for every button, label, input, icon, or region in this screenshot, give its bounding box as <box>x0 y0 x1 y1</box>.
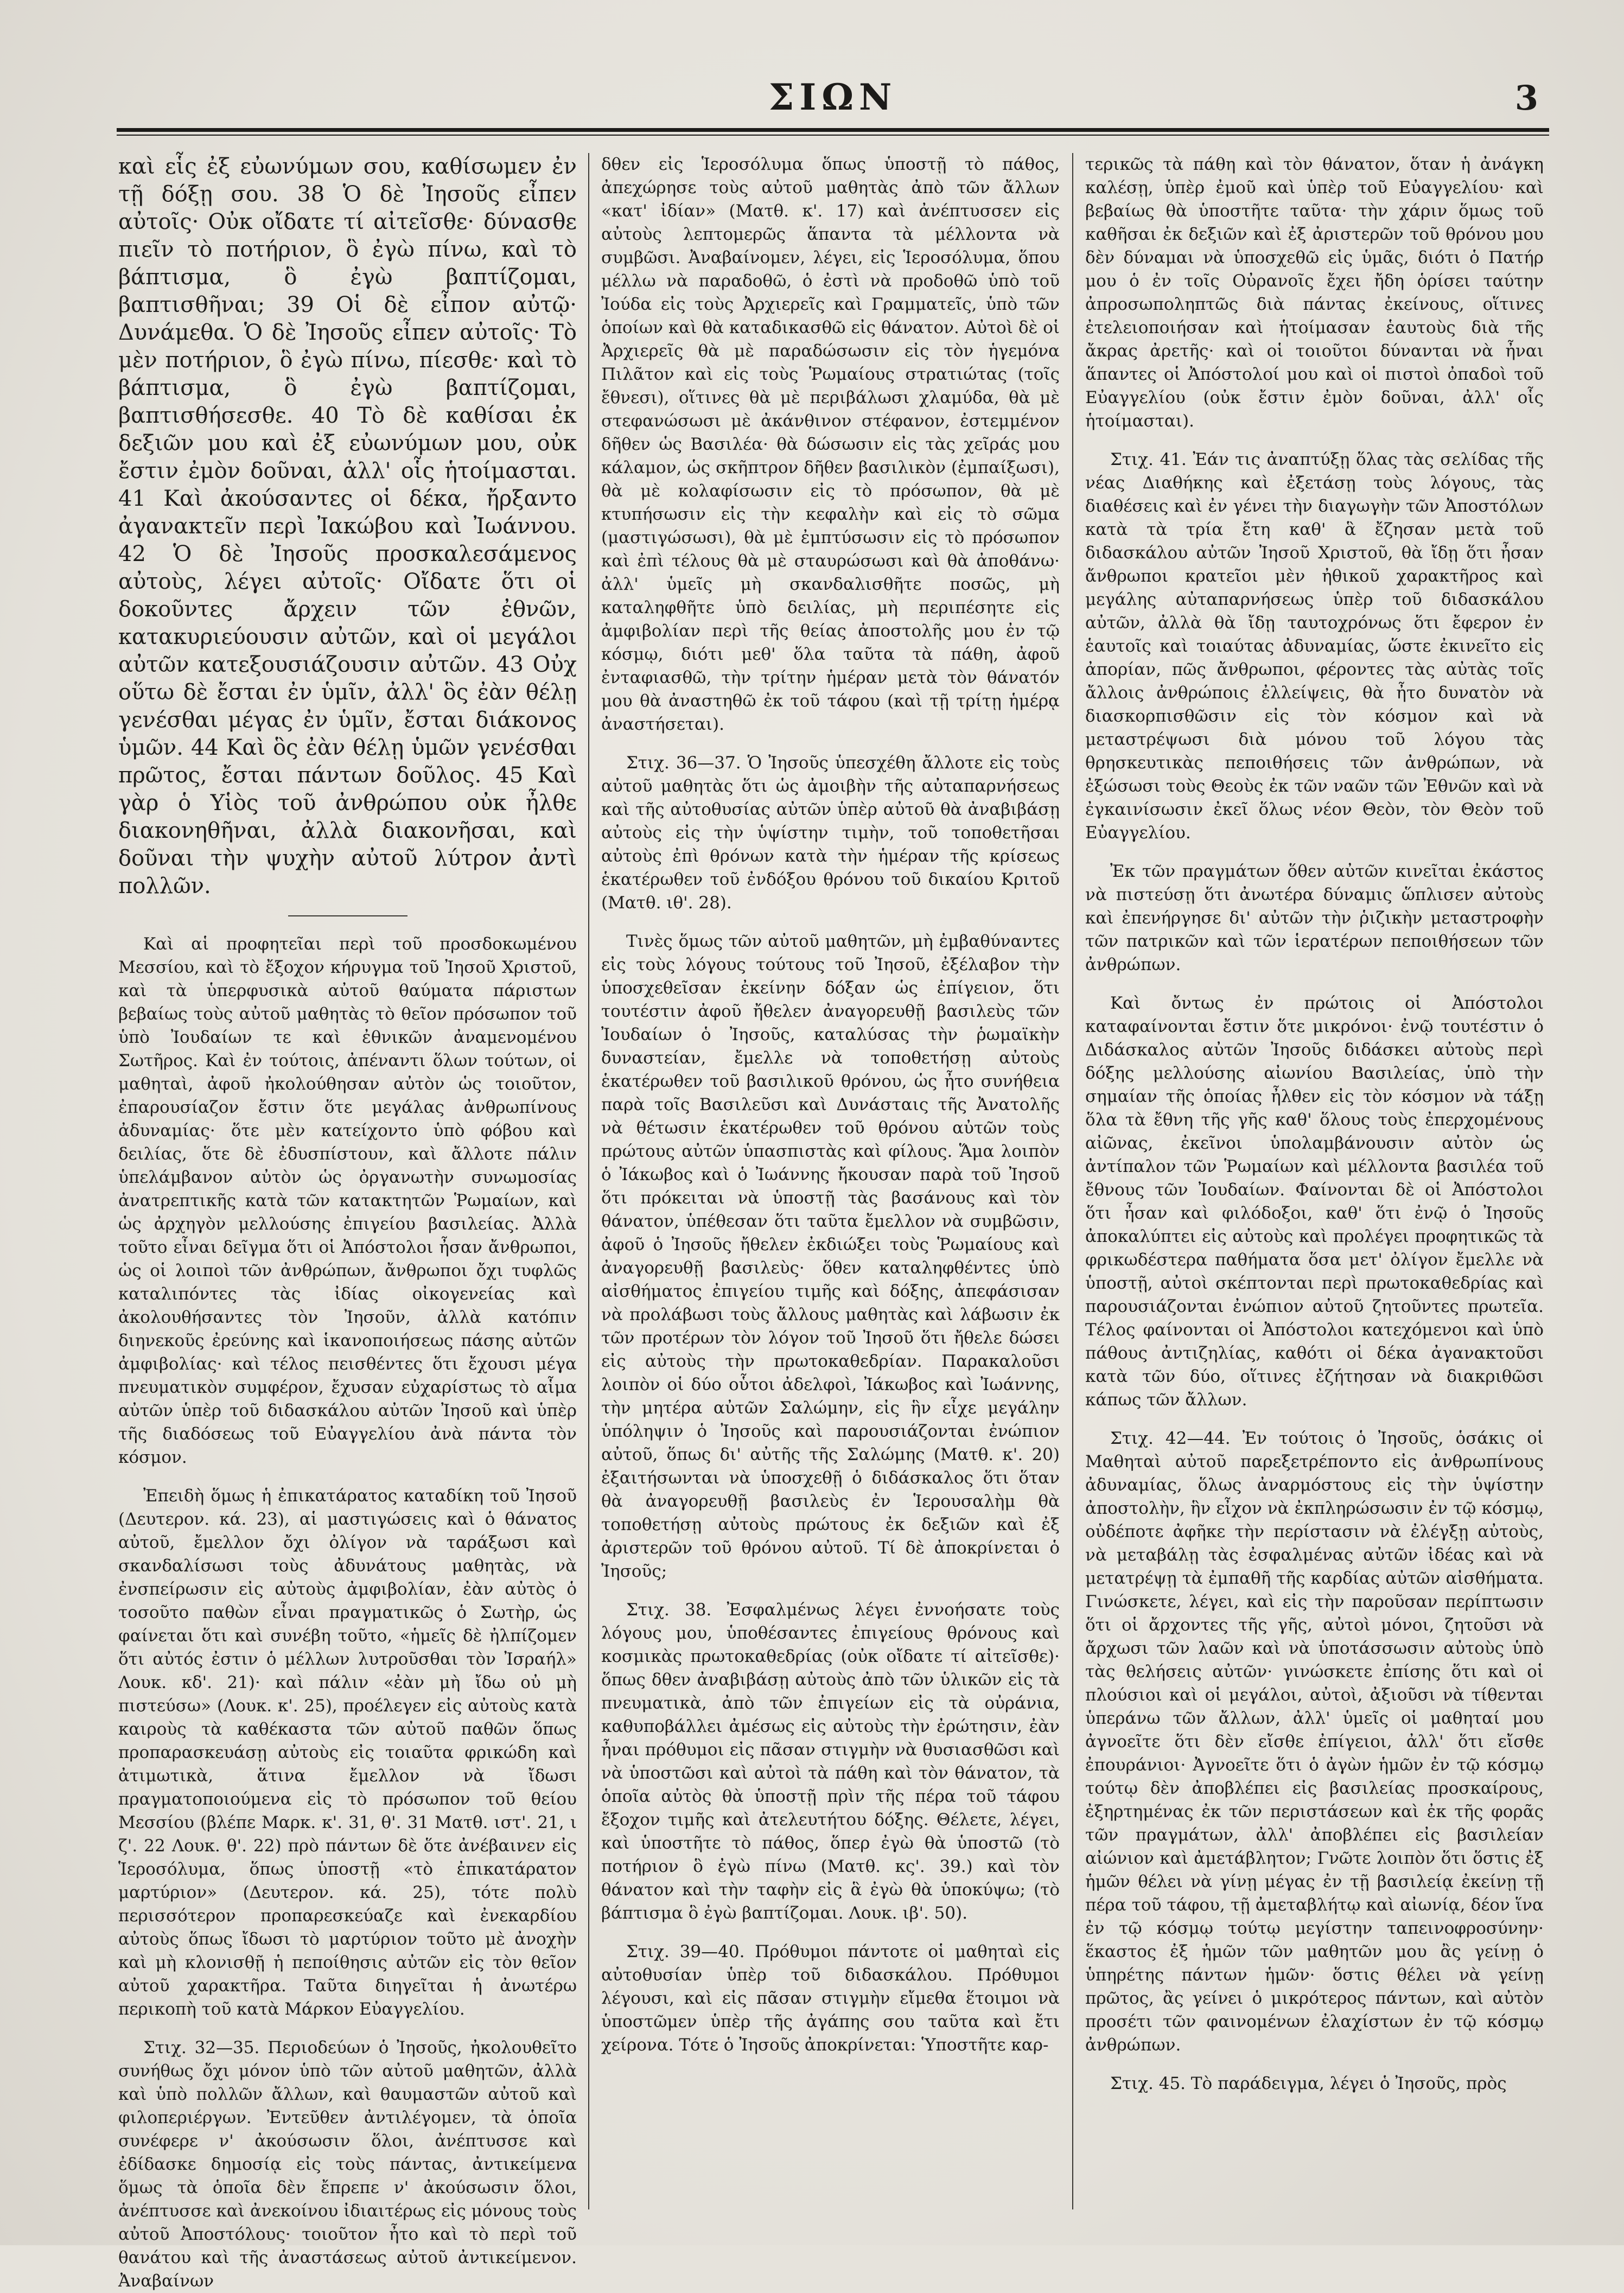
column-separator <box>588 153 589 2209</box>
column-1 <box>118 153 577 2291</box>
column-2 <box>601 153 1060 2215</box>
column-3 <box>1085 153 1544 2215</box>
column-separator <box>1072 153 1073 2209</box>
commentary-paragraph: Καὶ ὄντως ἐν πρώτοις οἱ Ἀπόστολοι καταφαίνονται ἔστιν ὅτε μικρόνοι· ἐνῷ τουτέστιν ὁ Διδάσκαλος αὐτῶν Ἰησοῦς διδάσκει αὐτοὺς περὶ δόξης μελλούσης αἰωνίου Βασιλείας, ὑπὸ τὴν σημαίαν τῆς ὁποίας ἦλθεν εἰς τὸν κόσμον νὰ τάξῃ ὅλα τὰ ἔθνη τῆς γῆς καθ' ὅλους τοὺς ἐπερχομένους αἰῶνας, ἐκεῖνοι ὑπολαμβάνουσιν αὐτὸν ὡς ἀντίπαλον τῶν Ῥωμαίων καὶ μέλλοντα βασιλέα τοῦ ἔθνους τῶν Ἰουδαίων. Φαίνονται δὲ οἱ Ἀπόστολοι ὅτι ἦσαν καὶ φιλόδοξοι, καθ' ὅτι ἐνῷ ὁ Ἰησοῦς ἀποκαλύπτει εἰς αὐτοὺς καὶ προλέγει προφητικῶς τὰ φρικωδέστερα παθήματα ὅσα μετ' ὀλίγον ἔμελλε νὰ ὑποστῇ, αὐτοὶ σκέπτονται περὶ πρωτοκαθεδρίας καὶ παρουσιάζονται ἐνώπιον αὐτοῦ ζητοῦντες πρωτεῖα. Τέλος φαίνονται οἱ Ἀπόστολοι κατεχόμενοι καὶ ὑπὸ πάθους ἀντιζηλίας, καθότι οἱ δέκα ἀγανακτοῦσι κατὰ τῶν δύο, οἵτινες ἐζήτησαν νὰ διακριθῶσι κάπως τῶν ἄλλων. <box>1085 993 1544 1410</box>
commentary-paragraph: τερικῶς τὰ πάθη καὶ τὸν θάνατον, ὅταν ἡ ἀνάγκη καλέσῃ, ὑπὲρ ἐμοῦ καὶ ὑπὲρ τοῦ Εὐαγγελίου· καὶ βεβαίως θὰ ὑποστῆτε ταῦτα· τὴν χάριν ὅμως τοῦ καθῆσαι ἐκ δεξιῶν καὶ ἐξ ἀριστερῶν τοῦ θρόνου μου δὲν δύναμαι νὰ ὑποσχεθῶ εἰς ὑμᾶς, διότι ὁ Πατήρ μου ὁ ἐν τοῖς Οὐρανοῖς ἔχει ἤδη ὁρίσει ταύτην ἀπροσωποληπτῶς διὰ πάντας ἐκείνους, οἵτινες ἐτελειοποιήσαν καὶ ἡτοίμασαν ἑαυτοὺς διὰ τῆς ἄκρας ἀρετῆς· καὶ οἱ τοιοῦτοι δύνανται νὰ ἦναι ἅπαντες οἱ Ἀπόστολοί μου καὶ οἱ πιστοὶ ὀπαδοὶ τοῦ Εὐαγγελίου (οὐκ ἔστιν ἐμὸν δοῦναι, ἀλλ' οἷς ἡτοίμασται). <box>1085 155 1544 431</box>
commentary-paragraph: δθεν εἰς Ἱεροσόλυμα ὅπως ὑποστῇ τὸ πάθος, ἀπεχώρησε τοὺς αὐτοῦ μαθητὰς ἀπὸ τῶν ἄλλων «κατ' ἰδίαν» (Ματθ. κ'. 17) καὶ ἀνέπτυσσεν εἰς αὐτοὺς λεπτομερῶς ἅπαντα τὰ μέλλοντα νὰ συμβῶσι. Ἀναβαίνομεν, λέγει, εἰς Ἱεροσόλυμα, ὅπου μέλλω νὰ παραδοθῶ, ὁ ἐστὶ νὰ προδοθῶ ὑπὸ τοῦ Ἰούδα εἰς τοὺς Ἀρχιερεῖς καὶ Γραμματεῖς, ὑπὸ τῶν ὁποίων καὶ θὰ καταδικασθῶ εἰς θάνατον. Αὐτοὶ δὲ οἱ Ἀρχιερεῖς θὰ μὲ παραδώσωσιν εἰς τὸν ἡγεμόνα Πιλᾶτον καὶ εἰς τοὺς Ῥωμαίους στρατιώτας (τοῖς ἔθνεσι), οἵτινες θὰ μὲ περιβάλωσι χλαμύδα, θὰ μὲ στεφανώσωσι μὲ ἀκάνθινον στέφανον, ἐστεμμένον δῆθεν ὡς Βασιλέα· θὰ δώσωσιν εἰς τὰς χεῖράς μου κάλαμον, ὡς σκῆπτρον δῆθεν βασιλικὸν (ἐμπαίξωσι), θὰ μὲ κολαφίσωσιν εἰς τὸ πρόσωπον, θὰ μὲ κτυπήσωσιν εἰς τὴν κεφαλὴν καὶ εἰς τὸ σῶμα (μαστιγώσωσι), θὰ μὲ ἐμπτύσωσιν εἰς τὸ πρόσωπον καὶ ἐπὶ τέλους θὰ μὲ σταυρώσωσι καὶ θὰ ἀποθάνω· ἀλλ' ὑμεῖς μὴ σκανδαλισθῆτε ποσῶς, μὴ καταληφθῆτε ὑπὸ δειλίας, μὴ περιπέσητε εἰς ἀμφιβολίαν περὶ τῆς θείας ἀποστολῆς μου ἐν τῷ κόσμῳ, διότι μεθ' ὅλα ταῦτα τὰ πάθη, ἀφοῦ ἐνταφιασθῶ, τὴν τρίτην ἡμέραν μετὰ τὸν θάνατόν μου θὰ ἀναστηθῶ ἐκ τοῦ τάφου (καὶ τῇ τρίτῃ ἡμέρᾳ ἀναστήσεται). <box>601 155 1060 734</box>
commentary-paragraph: Τινὲς ὅμως τῶν αὐτοῦ μαθητῶν, μὴ ἐμβαθύναντες εἰς τοὺς λόγους τούτους τοῦ Ἰησοῦ, ἐξέλαβον τὴν ὑποσχεθεῖσαν ἐκείνην δόξαν ὡς ἐπίγειον, ὅτι τουτέστιν ἀφοῦ ἤθελεν ἀναγορευθῇ βασιλεὺς τῶν Ἰουδαίων ὁ Ἰησοῦς, καταλύσας τὴν ῥωμαϊκὴν δυναστείαν, ἔμελλε νὰ τοποθετήσῃ αὐτοὺς ἑκατέρωθεν τοῦ βασιλικοῦ θρόνου, ὡς ἦτο συνήθεια παρὰ τοῖς Βασιλεῦσι καὶ Δυνάσταις τῆς Ἀνατολῆς νὰ θέτωσιν ἑκατέρωθεν τοῦ θρόνου αὐτῶν τοὺς πρώτους αὐτῶν ὑπασπιστὰς καὶ φίλους. Ἅμα λοιπὸν ὁ Ἰάκωβος καὶ ὁ Ἰωάννης ἤκουσαν παρὰ τοῦ Ἰησοῦ ὅτι πρόκειται νὰ ὑποστῇ τὰς βασάνους καὶ τὸν θάνατον, ὑπέθεσαν ὅτι ταῦτα ἔμελλον νὰ συμβῶσιν, ἀφοῦ ὁ Ἰησοῦς ἤθελεν ἐκδιώξει τοὺς Ῥωμαίους καὶ ἀναγορευθῇ βασιλεὺς· ὅθεν καταληφθέντες ὑπὸ αἰσθήματος ἐπιγείου τιμῆς καὶ δόξης, ἀπεφάσισαν νὰ προλάβωσι τοὺς ἄλλους μαθητὰς καὶ λάβωσιν ἐκ τῶν προτέρων τὸν λόγον τοῦ Ἰησοῦ ὅτι ἤθελε δώσει εἰς αὐτοὺς τὴν πρωτοκαθεδρίαν. Παρακαλοῦσι λοιπὸν οἱ δύο οὗτοι ἀδελφοὶ, Ἰάκωβος καὶ Ἰωάννης, τὴν μητέρα αὐτῶν Σαλώμην, εἰς ἣν εἶχε μεγάλην ὑπόληψιν ὁ Ἰησοῦς καὶ παρουσιάζονται ἐνώπιον αὐτοῦ, ὅπως δι' αὐτῆς τῆς Σαλώμης (Ματθ. κ'. 20) ἐξαιτήσωνται νὰ ὑποσχεθῇ ὁ διδάσκαλος ὅτι ὅταν θὰ ἀναγορευθῇ βασιλεὺς ἐν Ἱερουσαλὴμ θὰ τοποθετήσῃ αὐτοὺς πρώτους ἐκ δεξιῶν καὶ ἐξ ἀριστερῶν τοῦ θρόνου αὐτοῦ. Τί δὲ ἀποκρίνεται ὁ Ἰησοῦς; <box>601 932 1060 1581</box>
header-rule-thin <box>117 135 1549 136</box>
header-rule-thick <box>117 128 1549 132</box>
commentary-paragraph: Καὶ αἱ προφητεῖαι περὶ τοῦ προσδοκωμένου Μεσσίου, καὶ τὸ ἔξοχον κήρυγμα τοῦ Ἰησοῦ Χριστοῦ, καὶ τὰ ὑπερφυσικὰ αὐτοῦ θαύματα πάριστων βεβαίως τοὺς αὐτοῦ μαθητὰς τὸ θεῖον πρόσωπον τοῦ ὑπὸ Ἰουδαίων τε καὶ ἐθνικῶν ἀναμενομένου Σωτῆρος. Καὶ ἐν τούτοις, ἀπέναντι ὅλων τούτων, οἱ μαθηταὶ, ἀφοῦ ἠκολούθησαν αὐτὸν ὡς τοιοῦτον, ἐπαρουσίαζον ἔστιν ὅτε μεγάλας ἀνθρωπίνους ἀδυναμίας· ὅτε μὲν κατείχοντο ὑπὸ φόβου καὶ δειλίας, ὅτε δὲ ἐδυσπίστουν, καὶ ἄλλοτε πάλιν ὑπελάμβανον αὐτὸν ὡς ὀργανωτὴν συνωμοσίας ἀνατρεπτικῆς κατὰ τῶν κατακτητῶν Ῥωμαίων, καὶ ὡς ἀρχηγὸν μελλούσης ἐπιγείου βασιλείας. Ἀλλὰ τοῦτο εἶναι δεῖγμα ὅτι οἱ Ἀπόστολοι ἦσαν ἄνθρωποι, ὡς οἱ λοιποὶ τῶν ἀνθρώπων, ἄνθρωποι ὄχι τυφλῶς καταλιπόντες τὰς ἰδίας οἰκογενείας καὶ ἀκολουθήσαντες τὸν Ἰησοῦν, ἀλλὰ κατόπιν διηνεκοῦς ἐρεύνης καὶ ἱκανοποιήσεως πάσης αὐτῶν ἀμφιβολίας· καὶ τέλος πεισθέντες ὅτι ἔχουσι μέγα πνευματικὸν συμφέρον, ἔχυσαν εὐχαρίστως τὸ αἷμα αὐτῶν ὑπὲρ τοῦ διδασκάλου αὐτῶν Ἰησοῦ καὶ ὑπὲρ τῆς διαδόσεως τοῦ Εὐαγγελίου ἀνὰ πάντα τὸν κόσμον. <box>118 934 577 1467</box>
commentary-paragraph: Στιχ. 32—35. Περιοδεύων ὁ Ἰησοῦς, ἠκολουθεῖτο συνήθως ὄχι μόνον ὑπὸ τῶν αὐτοῦ μαθητῶν, ἀλλὰ καὶ ὑπὸ πολλῶν ἄλλων, καὶ θαυμαστῶν αὐτοῦ καὶ φιλοπεριέργων. Ἐντεῦθεν ἀντιλέγομεν, τὰ ὁποῖα συνέφερε ν' ἀκούσωσιν ὅλοι, ἀνέπτυσσε καὶ ἐδίδασκε δημοσίᾳ εἰς τοὺς πάντας, ἀντικείμενα ὅμως τὰ ὁποῖα δὲν ἔπρεπε ν' ἀκούσωσιν ὅλοι, ἀνέπτυσσε καὶ ἀνεκοίνου ἰδιαιτέρως εἰς μόνους τοὺς αὐτοῦ Ἀποστόλους· τοιοῦτον ἦτο καὶ τὸ περὶ τοῦ θανάτου καὶ τῆς ἀναστάσεως αὐτοῦ ἀντικείμενον. Ἀναβαίνων <box>118 2038 577 2291</box>
commentary-paragraph: Στιχ. 39—40. Πρόθυμοι πάντοτε οἱ μαθηταὶ εἰς αὐτοθυσίαν ὑπὲρ τοῦ διδασκάλου. Πρόθυμοι λέγουσι, καὶ εἰς πᾶσαν στιγμὴν εἴμεθα ἕτοιμοι νὰ ὑποστῶμεν ὑπὲρ τῆς ἀγάπης σου ταῦτα καὶ ἔτι χείρονα. Τότε ὁ Ἰησοῦς ἀποκρίνεται: Ὑποστῆτε καρ- <box>601 1942 1060 2055</box>
commentary-paragraph: Στιχ. 42—44. Ἐν τούτοις ὁ Ἰησοῦς, ὁσάκις οἱ Μαθηταὶ αὐτοῦ παρεξετρέποντο εἰς ἀνθρωπίνους ἀδυναμίας, ὅλως ἀναρμόστους εἰς τὴν ὑψίστην ἀποστολὴν, ἣν εἶχον νὰ ἐκπληρώσωσιν ἐν τῷ κόσμῳ, οὐδέποτε ἀφῆκε τὴν περίστασιν νὰ ἐλέγξῃ αὐτοὺς, νὰ μεταβάλῃ τὰς ἐσφαλμένας αὐτῶν ἰδέας καὶ νὰ μετατρέψῃ τὰ ἐμπαθῆ τῆς καρδίας αὐτῶν αἰσθήματα. Γινώσκετε, λέγει, καὶ εἰς τὴν παροῦσαν περίπτωσιν ὅτι οἱ ἄρχοντες τῆς γῆς, αὐτοὶ μόνοι, ζητοῦσι νὰ ἄρχωσι τῶν λαῶν καὶ νὰ ὑποτάσσωσιν αὐτοὺς ὑπὸ τὰς θελήσεις αὐτῶν· γινώσκετε ἐπίσης ὅτι καὶ οἱ πλούσιοι καὶ οἱ μεγάλοι, αὐτοὶ, ἀξιοῦσι νὰ τίθενται ὑπεράνω τῶν ἄλλων, ἀλλ' ὑμεῖς οἱ μαθηταί μου ἀγνοεῖτε ὅτι δὲν εἴσθε ἐπίγειοι, ἀλλ' ὅτι εἴσθε ἐπουράνιοι· Ἀγνοεῖτε ὅτι ὁ ἀγὼν ἡμῶν ἐν τῷ κόσμῳ τούτῳ δὲν ἀποβλέπει εἰς βασιλείας προσκαίρους, ἐξηρτημένας ἐκ τῶν περιστάσεων καὶ ἐκ τῆς φορᾶς τῶν πραγμάτων, ἀλλ' ἀποβλέπει εἰς βασιλείαν αἰώνιον καὶ ἀμετάβλητον; Γνῶτε λοιπὸν ὅτι ὅστις ἐξ ἡμῶν θέλει νὰ γίνῃ μέγας ἐν τῇ βασιλείᾳ ἐκείνῃ τῇ πέρα τοῦ τάφου, τῇ ἀμεταβλήτῳ καὶ αἰωνίᾳ, δέον ἵνα ἐν τῷ κόσμῳ τούτῳ μεγίστην ταπεινοφροσύνην· ἕκαστος ἐξ ἡμῶν τῶν μαθητῶν μου ἂς γείνῃ ὁ ὑπηρέτης πάντων ἡμῶν· ὅστις θέλει νὰ γείνῃ πρῶτος, ἂς γείνει ὁ μικρότερος πάντων, καὶ αὐτὸν προσέτι τῶν φαινομένων ἐλαχίστων ἐν τῷ κόσμῳ ἀνθρώπων. <box>1085 1429 1544 2055</box>
masthead-title: ΣΙΩΝ <box>768 76 897 118</box>
section-divider <box>288 915 407 916</box>
commentary-paragraph: Στιχ. 38. Ἐσφαλμένως λέγει ἐννοήσατε τοὺς λόγους μου, ὑποθέσαντες ἐπιγείους θρόνους καὶ κοσμικὰς πρωτοκαθεδρίας (οὐκ οἴδατε τί αἰτεῖσθε)· ὅπως δθεν ἀναβιβάσῃ αὐτοὺς ἀπὸ τῶν ὑλικῶν εἰς τὰ πνευματικὰ, ἀπὸ τῶν ἐπιγείων εἰς τὰ οὐράνια, καθυποβάλλει ἀμέσως εἰς αὐτοὺς τὴν ἐρώτησιν, ἐὰν ἦναι πρόθυμοι εἰς πᾶσαν στιγμὴν νὰ θυσιασθῶσι καὶ νὰ ὑποστῶσι καὶ αὐτοὶ τὰ πάθη καὶ τὸν θάνατον, τὰ ὁποῖα αὐτὸς θὰ ὑποστῇ πρὶν τῆς πέρα τοῦ τάφου ἔξοχον τιμῆς καὶ ἀτελευτήτου δόξης. Θέλετε, λέγει, καὶ ὑποστῆτε τὸ πάθος, ὅπερ ἐγὼ θὰ ὑποστῶ (τὸ ποτήριον ὃ ἐγὼ πίνω (Ματθ. κς'. 39.) καὶ τὸν θάνατον καὶ τὴν ταφὴν εἰς ἃ ἐγὼ θὰ ὑποκύψω; (τὸ βάπτισμα ὃ ἐγὼ βαπτίζομαι. Λουκ. ιβ'. 50). <box>601 1600 1060 1923</box>
page-number: 3 <box>1514 78 1538 118</box>
commentary-paragraph: Στιχ. 45. Τὸ παράδειγμα, λέγει ὁ Ἰησοῦς, πρὸς <box>1110 2074 1507 2093</box>
commentary-paragraph: Ἐπειδὴ ὅμως ἡ ἐπικατάρατος καταδίκη τοῦ Ἰησοῦ (Δευτερον. κά. 23), αἱ μαστιγώσεις καὶ ὁ θάνατος αὐτοῦ, ἔμελλον ὄχι ὀλίγον νὰ ταράξωσι καὶ σκανδαλίσωσι τοὺς ἀδυνάτους μαθητὰς, νὰ ἐνσπείρωσιν εἰς αὐτοὺς ἀμφιβολίαν, ἐὰν αὐτὸς ὁ τοσοῦτο παθὼν εἶναι πραγματικῶς ὁ Σωτὴρ, ὡς φαίνεται ὅτι καὶ συνέβη τοῦτο, «ἡμεῖς δὲ ἠλπίζομεν ὅτι αὐτός ἐστιν ὁ μέλλων λυτροῦσθαι τὸν Ἰσραήλ» Λουκ. κδ'. 21)· καὶ πάλιν «ἐὰν μὴ ἴδω οὐ μὴ πιστεύσω» (Λουκ. κ'. 25), προέλεγεν εἰς αὐτοὺς κατὰ καιροὺς τὰ καθέκαστα τῶν αὐτοῦ παθῶν ὅπως προπαρασκευάσῃ αὐτοὺς εἰς τοιαῦτα φρικώδη καὶ ἀτιμωτικὰ, ἅτινα ἔμελλον νὰ ἴδωσι πραγματοποιούμενα εἰς τὸ πρόσωπον τοῦ θείου Μεσσίου (βλέπε Μαρκ. κ'. 31, θ'. 31 Ματθ. ιστ'. 21, ι ζ'. 22 Λουκ. θ'. 22) πρὸ πάντων δὲ ὅτε ἀνέβαινεν εἰς Ἱεροσόλυμα, ὅπως ὑποστῇ «τὸ ἐπικατάρατον μαρτύριον» (Δευτερον. κά. 25), τότε πολὺ περισσότερον προπαρεσκεύαζε καὶ ἐνεκαρδίου αὐτοὺς ὅπως ἴδωσι τὸ μαρτύριον τοῦτο μὲ ἀνοχὴν καὶ μὴ κλονισθῇ ἡ πεποίθησις αὐτῶν εἰς τὸν θεῖον αὐτοῦ χαρακτῆρα. Ταῦτα διηγεῖται ἡ ἀνωτέρω περικοπὴ τοῦ κατὰ Μάρκον Εὐαγγελίου. <box>118 1486 577 2019</box>
commentary-paragraph: Ἐκ τῶν πραγμάτων ὅθεν αὐτῶν κινεῖται ἐκάστος νὰ πιστεύσῃ ὅτι ἀνωτέρα δύναμις ὥπλισεν αὐτοὺς καὶ ἐπενήργησε δι' αὐτῶν τὴν ῥιζικὴν μεταστροφὴν τῶν πατρικῶν καὶ τῶν ἱερατέρων πεποιθήσεων τῶν ἀνθρώπων. <box>1085 862 1544 974</box>
gospel-passage: καὶ εἷς ἐξ εὐωνύμων σου, καθίσωμεν ἐν τῇ δόξῃ σου. 38 Ὁ δὲ Ἰησοῦς εἶπεν αὐτοῖς· Οὐκ οἴδατε τί αἰτεῖσθε· δύνασθε πιεῖν τὸ ποτήριον, ὃ ἐγὼ πίνω, καὶ τὸ βάπτισμα, ὃ ἐγὼ βαπτίζομαι, βαπτισθῆναι; 39 Οἱ δὲ εἶπον αὐτῷ· Δυνάμεθα. Ὁ δὲ Ἰησοῦς εἶπεν αὐτοῖς· Τὸ μὲν ποτήριον, ὃ ἐγὼ πίνω, πίεσθε· καὶ τὸ βάπτισμα, ὃ ἐγὼ βαπτίζομαι, βαπτισθήσεσθε. 40 Τὸ δὲ καθίσαι ἐκ δεξιῶν μου καὶ ἐξ εὐωνύμων μου, οὐκ ἔστιν ἐμὸν δοῦναι, ἀλλ' οἷς ἡτοίμασται. 41 Καὶ ἀκούσαντες οἱ δέκα, ἤρξαντο ἀγανακτεῖν περὶ Ἰακώβου καὶ Ἰωάννου. 42 Ὁ δὲ Ἰησοῦς προσκαλεσάμενος αὐτοὺς, λέγει αὐτοῖς· Οἴδατε ὅτι οἱ δοκοῦντες ἄρχειν τῶν ἐθνῶν, κατακυριεύουσιν αὐτῶν, καὶ οἱ μεγάλοι αὐτῶν κατεξουσιάζουσιν αὐτῶν. 43 Οὐχ οὕτω δὲ ἔσται ἐν ὑμῖν, ἀλλ' ὃς ἐὰν θέλῃ γενέσθαι μέγας ἐν ὑμῖν, ἔσται διάκονος ὑμῶν. 44 Καὶ ὃς ἐὰν θέλῃ ὑμῶν γενέσθαι πρῶτος, ἔσται πάντων δοῦλος. 45 Καὶ γὰρ ὁ Υἱὸς τοῦ ἀνθρώπου οὐκ ἦλθε διακονηθῆναι, ἀλλὰ διακονῆσαι, καὶ δοῦναι τὴν ψυχὴν αὐτοῦ λύτρον ἀντὶ πολλῶν. <box>118 154 577 899</box>
commentary-paragraph: Στιχ. 41. Ἐάν τις ἀναπτύξῃ ὅλας τὰς σελίδας τῆς νέας Διαθήκης καὶ ἐξετάσῃ τοὺς λόγους, τὰς διαθέσεις καὶ ἐν γένει τὴν διαγωγὴν τῶν Ἀποστόλων κατὰ τὰ τρία ἔτη καθ' ἃ ἔζησαν μετὰ τοῦ διδασκάλου αὐτῶν Ἰησοῦ Χριστοῦ, θὰ ἴδῃ ὅτι ἦσαν ἄνθρωποι κρατεῖοι μὲν ἠθικοῦ χαρακτῆρος καὶ μεγάλης αὐταπαρνήσεως ὑπὲρ τοῦ διδασκάλου αὐτῶν, ἀλλὰ θὰ ἴδῃ ταυτοχρόνως ὅτι ἔφερον ἐν ἑαυτοῖς καὶ τοιαύτας ἀδυναμίας, ὥστε ἐκινεῖτο εἰς ἀπορίαν, πῶς ἄνθρωποι, φέροντες τὰς αὐτὰς τοῖς ἄλλοις ἀνθρώποις ἐλλείψεις, θὰ ἦτο δυνατὸν νὰ διασκορπισθῶσιν εἰς τὸν κόσμον καὶ νὰ μεταστρέψωσι διὰ μόνου τοῦ λόγου τὰς θρησκευτικὰς πεποιθήσεις τῶν ἀνθρώπων, νὰ ἐξώσωσι τοὺς Θεοὺς ἐκ τῶν ναῶν τῶν Ἐθνῶν καὶ νὰ ἐγκαινίσωσιν ἐκεῖ ὅλως νέον Θεὸν, τὸν Θεὸν τοῦ Εὐαγγελίου. <box>1085 450 1544 843</box>
commentary-paragraph: Στιχ. 36—37. Ὁ Ἰησοῦς ὑπεσχέθη ἄλλοτε εἰς τοὺς αὐτοῦ μαθητὰς ὅτι ὡς ἀμοιβὴν τῆς αὐταπαρνήσεως καὶ τῆς αὐτοθυσίας αὐτῶν ὑπὲρ αὐτοῦ θὰ ἀναβιβάσῃ αὐτοὺς εἰς τὴν ὑψίστην τιμὴν, τοῦ τοποθετῆσαι αὐτοὺς ἐπὶ θρόνων κατὰ τὴν ἡμέραν τῆς κρίσεως ἑκατέρωθεν τοῦ ἐνδόξου θρόνου τοῦ δικαίου Κριτοῦ (Ματθ. ιθ'. 28). <box>601 753 1060 913</box>
